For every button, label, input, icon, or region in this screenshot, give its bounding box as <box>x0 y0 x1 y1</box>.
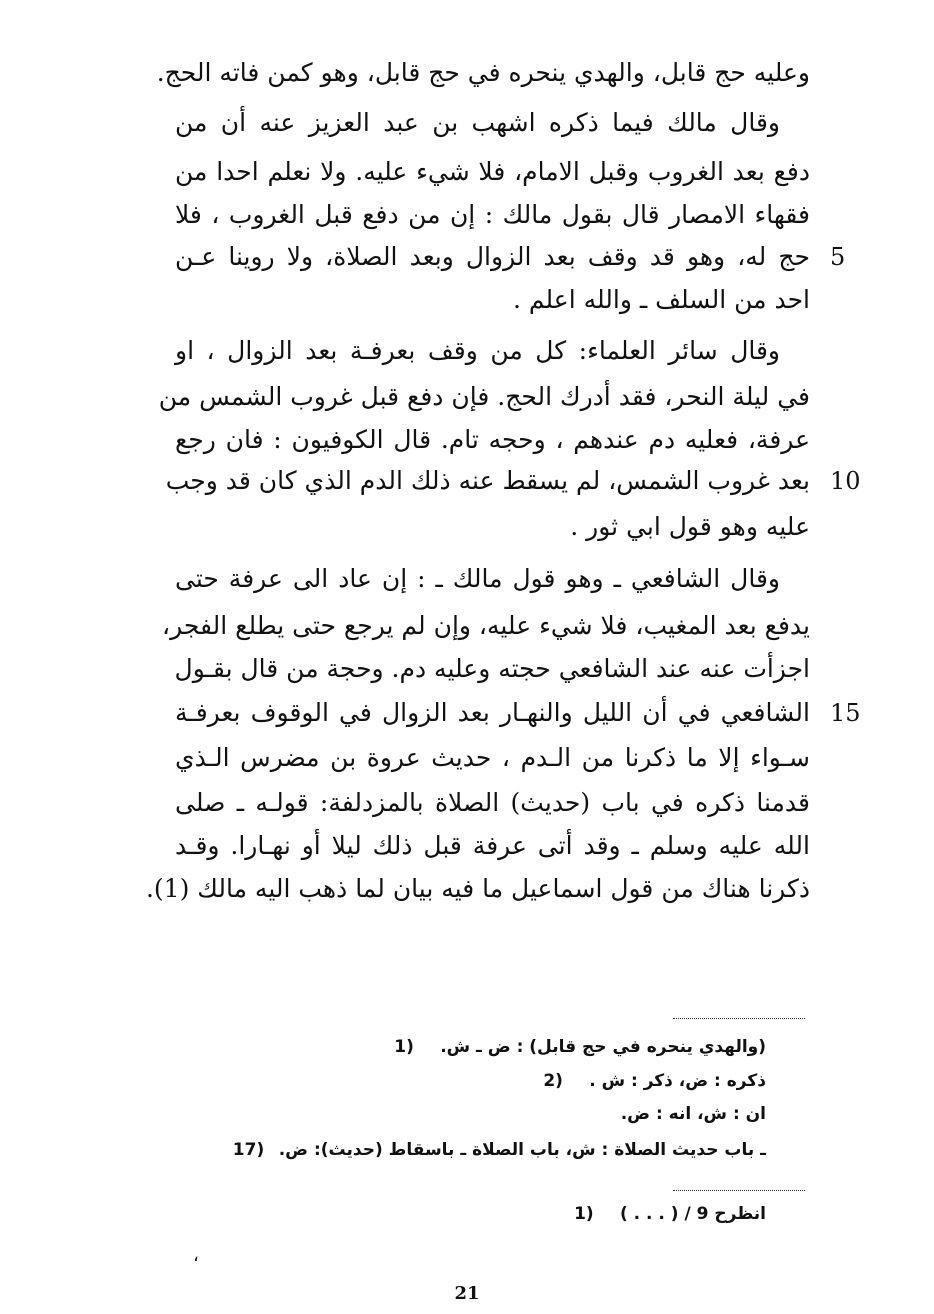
footnote-text: (والهدي ينحره في حج قابل) : ض ـ ش. <box>440 1037 766 1057</box>
line-number: 10 <box>830 467 861 495</box>
footnote-text: ـ باب حديث الصلاة : ش، باب الصلاة ـ باسقاط (حديث): ض. <box>278 1140 766 1160</box>
author-note-line <box>574 1201 766 1227</box>
text-line: ذكرنا هناك من قول اسماعيل ما فيه بيان لما ذهب اليه مالك (1). <box>145 874 810 903</box>
footnote-number: 1) <box>394 1037 414 1057</box>
text-line: قدمنا ذكره في باب (حديث) الصلاة بالمزدلفة: قولـه ـ صلى <box>175 788 810 817</box>
author-note-number: 1) <box>574 1204 594 1224</box>
footnote-number: 17) <box>232 1140 265 1160</box>
text-line: حج له، وهو قد وقف بعد الزوال وبعد الصلاة، ولا روينا عـن <box>175 242 810 271</box>
text-line: وقال مالك فيما ذكره اشهب بن عبد العزيز عنه أن من <box>175 108 780 137</box>
text-line: الله عليه وسلم ـ وقد أتى عرفة قبل ذلك ليلا أو نهـارا. وقـد <box>175 831 810 860</box>
text-line: سـواء إلا ما ذكرنا من الـدم ، حديث عروة بن مضرس الـذي <box>175 743 810 772</box>
footnote-line <box>394 1034 766 1060</box>
line-number: 5 <box>830 243 846 271</box>
footnote-line <box>233 1137 766 1163</box>
text-line: احد من السلف ـ والله اعلم . <box>512 285 810 314</box>
text-line: فقهاء الامصار قال بقول مالك : إن من دفع قبل الغروب ، فلا <box>175 200 810 229</box>
text-line: وقال الشافعي ـ وهو قول مالك ـ : إن عاد الى عرفة حتى <box>175 564 780 593</box>
text-line: عليه وهو قول ابي ثور . <box>570 512 810 541</box>
footnote-divider <box>673 1018 805 1019</box>
footnote-divider <box>673 1190 805 1191</box>
author-note-text: انظرح 9 / ( . . . ) <box>619 1204 766 1224</box>
text-line: في ليلة النحر، فقد أدرك الحج. فإن دفع قبل غروب الشمس من <box>158 382 810 411</box>
text-line: بعد غروب الشمس، لم يسقط عنه ذلك الدم الذي كان قد وجب <box>165 466 810 495</box>
stray-mark: ، <box>193 1245 199 1266</box>
text-line: الشافعي في أن الليل والنهـار بعد الزوال في الوقوف بعرفـة <box>175 698 810 727</box>
footnote-number: 2) <box>543 1071 563 1091</box>
text-line: وقال سائر العلماء: كل من وقف بعرفـة بعد الزوال ، او <box>175 336 780 365</box>
text-line: وعليه حج قابل، والهدي ينحره في حج قابل، وهو كمن فاته الحج. <box>156 58 810 87</box>
page-number: 21 <box>454 1283 480 1304</box>
footnote-line <box>543 1068 766 1094</box>
footnote-text: ان : ش، انه : ض. <box>620 1104 766 1124</box>
text-line: عرفة، فعليه دم عندهم ، وحجه تام. قال الكوفيون : فان رجع <box>175 425 810 454</box>
text-line: يدفع بعد المغيب، فلا شيء عليه، وإن لم يرجع حتى يطلع الفجر، <box>162 611 810 640</box>
line-number: 15 <box>830 699 861 727</box>
text-line: اجزأت عنه عند الشافعي حجته وعليه دم. وحجة من قال بقـول <box>174 654 810 683</box>
text-line: دفع بعد الغروب وقبل الامام، فلا شيء عليه. ولا نعلم احدا من <box>175 157 810 186</box>
footnote-text: ذكره : ض، ذكر : ش . <box>589 1071 766 1091</box>
footnote-line <box>575 1101 766 1127</box>
